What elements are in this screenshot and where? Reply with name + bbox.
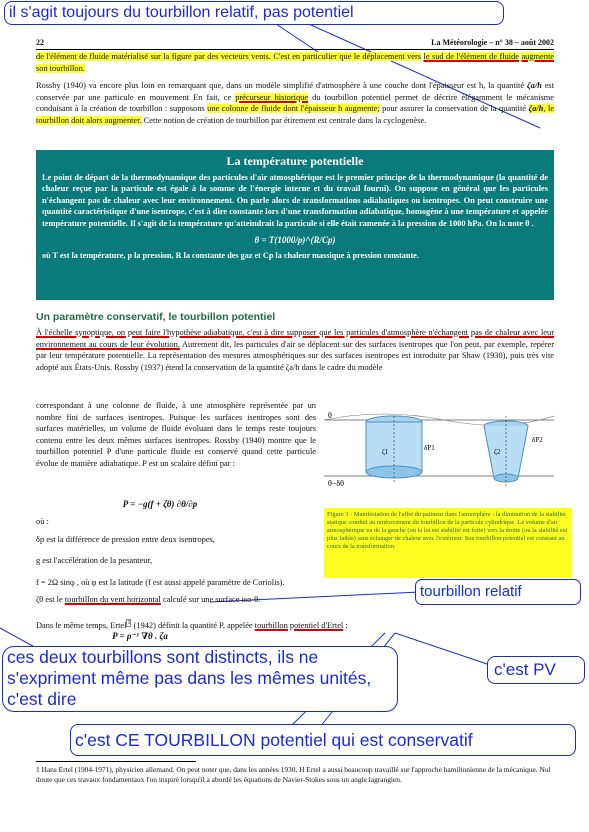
callout-text: c'est PV bbox=[494, 660, 556, 679]
paragraph-2 bbox=[36, 80, 554, 126]
figure-diagram bbox=[324, 398, 554, 508]
page-number: 22 bbox=[36, 38, 44, 47]
box-body: Le point de départ de la thermodynamique des particules d'air atmosphérique est le premier principe de la thermodynamique (la quantité de chaleur reçue par la particule est égale à la somme de l'énergie interne et du travail fourni). On suppose en général que les particules n'échangent pas de chaleur avec leur environnement. On parle alors de transformations adiabatiques ou isentropes. On peut construire une quantité caractéristique d'une isentrope, c'est à dire constante lors d'une transformation adiabatique, homogène à une température et appelée température potentielle. Il s'agit de la température qu'atteindrait la particule si elle était ramenée à la pression de 1000 hPa. On la note θ . bbox=[42, 173, 548, 228]
para2-symbol-1: ζa/h bbox=[526, 81, 542, 90]
footnote: 1 Hans Ertel (1904-1971), physicien allemand. On peut noter que, dans les années 1930, H Ertel a aussi beaucoup travaillé sur l'approche hamiltonienne de la mécanique. Nul doute que ces travaux fondamentaux l'on inspiré lorsqu'il a abordé les équations de Navier-Stokes sous un angle lagrangien. bbox=[36, 765, 551, 784]
paragraph-1 bbox=[36, 51, 554, 74]
def4c: calculé sur une surface iso-θ. bbox=[162, 595, 261, 605]
para1-text-c: augmente bbox=[521, 52, 555, 61]
para2-line4b: pour assurer la conservation de la quantité bbox=[382, 104, 526, 114]
figure-theta-bottom: θ−δθ bbox=[328, 479, 344, 488]
figure-caption bbox=[324, 508, 572, 578]
para1-text-a: de l'élément de fluide matérialisé sur la figure par des vecteurs vents. C'est en particulier que le déplacement vers bbox=[36, 52, 422, 61]
figure-3 bbox=[324, 398, 554, 508]
definitions bbox=[36, 516, 326, 606]
figure-dp2: δP2 bbox=[532, 436, 543, 444]
definition-zeta bbox=[36, 594, 326, 606]
definition-g: g est l'accélération de la pesanteur, bbox=[36, 556, 153, 566]
para2-symbol-2: ζa/h bbox=[528, 104, 544, 114]
figure-zeta1: ζ1 bbox=[382, 448, 389, 456]
page-header bbox=[36, 38, 554, 50]
ertel-d: : bbox=[345, 620, 348, 630]
para2-line4c: , le tourbillon bbox=[36, 104, 555, 125]
para2-line2b: est conservée par une particule en mouvement En fait, ce bbox=[36, 81, 555, 102]
para2-line3: tourbillon potentiel permet de décrire élégamment le mécanisme conduisant à la création de tourbillon : supposons bbox=[36, 92, 555, 114]
para2-line2a: l'épaisseur est h, la quantité bbox=[428, 81, 525, 90]
def4b: tourbillon du vent horizontal bbox=[64, 595, 161, 605]
ertel-c: tourbillon potentiel d'Ertel bbox=[254, 620, 344, 630]
para2-line2c: précurseur historique bbox=[235, 92, 309, 102]
figure-caption-text: Figure 3 - Manifestation de l'effet du patineur dans l'atmosphère : la diminution de la stabilité statique conduit au renforcement du tourbillon de la particule cylindrique. Le volume d'air atmosphérique va de la gauche (où la lot est stabilité est forte) vers la droite (ou la stabilité est plus faible) sans échanger de chaleur avec l'extérieur. Son tourbillon potentiel est constant au cours de la transformation. bbox=[327, 511, 568, 550]
callout-text: c'est CE TOURBILLON potentiel qui est conservatif bbox=[75, 730, 473, 750]
callout-text: il s'agit toujours du tourbillon relatif, pas potentiel bbox=[9, 4, 354, 21]
section-column-text bbox=[36, 400, 316, 470]
para2-line2d: du bbox=[312, 92, 321, 102]
callout-relative-vorticity bbox=[4, 1, 504, 25]
ertel-b: (1942) définit la quantité P, appelée bbox=[133, 620, 253, 630]
section-column-body: correspondant à une colonne de fluide, à une atmosphère représentée par un nombre fini de surfaces isentropes. Puisque les surfaces isentropes sont des surfaces matérielles, un volume de fluide évoluant dans le temps reste toujours contenu entre les deux mêmes surfaces isentropes. Rossby (1940) montre que le tourbillon potentiel P d'une particule fluide est conservé quand cette particule évolue de manière adiabatique. P est un scalaire défini par : bbox=[36, 401, 316, 468]
para1-text-b: le sud de l'élément de fluide bbox=[423, 52, 520, 61]
section-p1a: À l'échelle synoptique, on peut faire l'hypothèse adiabatique, c'est à dire supposer que les particules d'atmosphère n'échangent pas de chaleur avec leur environnement au cours de leur évolution. bbox=[36, 328, 554, 349]
definition-dp: δp est la différence de pression entre deux isentropes, bbox=[36, 534, 215, 544]
figure-theta-top: θ bbox=[328, 411, 332, 420]
figure-zeta2: ζ2 bbox=[494, 448, 501, 456]
formula-ertel: P = ρ⁻¹ ∇θ . ζa bbox=[112, 631, 168, 641]
formula-P: P = −g(f + ζθ) ∂θ/∂p bbox=[122, 499, 198, 509]
callout-conservatif bbox=[70, 724, 576, 756]
para2-line1: Rossby (1940) va encore plus loin en remarquant que, dans un modèle simplifié d'atmosphère à une couche dont bbox=[36, 81, 427, 90]
box-formula: θ = T(1000/p)^(R/Cp) bbox=[254, 235, 336, 246]
def4a: ζθ est le bbox=[36, 595, 63, 605]
callout-distincts bbox=[2, 646, 398, 712]
footnote-ref[interactable]: 1 bbox=[127, 620, 131, 626]
section-paragraph-1 bbox=[36, 327, 554, 373]
callout-tourbillon-relatif bbox=[415, 579, 581, 605]
para2-line5b: Cette notion de création de tourbillon par étirement est centrale dans la cyclogenèse. bbox=[143, 115, 427, 125]
box-title: La température potentielle bbox=[226, 154, 364, 168]
callout-text: tourbillon relatif bbox=[420, 583, 522, 600]
potential-temperature-box bbox=[36, 150, 554, 300]
ertel-line bbox=[36, 618, 466, 631]
definition-f: f = 2Ω sinφ , où φ est la latitude (f est aussi appelé paramètre de Coriolis). bbox=[36, 577, 285, 587]
section-p1b: Autrement dit, les particules d'air se déplacent sur des surfaces isentropes que l'on peut, par exemple, repérer par leur température potentielle. La représentation des mesures atmosphériques sur des surfaces isentropes est introduite par Shaw (1930), puis très vite adopté aux États-Unis. Rossby (1937) étend la conservation de la quantité ζa/h dans le cadre du modèle bbox=[36, 339, 554, 372]
ertel-a: Dans le même temps, Ertel bbox=[36, 620, 127, 630]
para2-line5a: doit alors augmenter. bbox=[71, 115, 142, 125]
box-footer: où T est la température, p la pression, R la constante des gaz et Cp la chaleur massique à pression constante. bbox=[42, 251, 419, 261]
footnote-divider bbox=[36, 761, 196, 762]
journal-title: La Météorologie – n° 38 – août 2002 bbox=[431, 38, 554, 47]
para1-text-d: son tourbillon. bbox=[36, 63, 85, 73]
definitions-intro: où : bbox=[36, 517, 49, 526]
para2-line4a: une colonne de fluide dont l'épaisseur h augmente; bbox=[207, 104, 380, 114]
section-title: Un paramètre conservatif, le tourbillon potentiel bbox=[36, 311, 276, 323]
callout-text: ces deux tourbillons sont distincts, ils ne s'expriment même pas dans les mêmes unités, c'est dire bbox=[7, 647, 372, 709]
figure-dp1: δP1 bbox=[424, 444, 435, 452]
callout-pv bbox=[487, 656, 585, 684]
